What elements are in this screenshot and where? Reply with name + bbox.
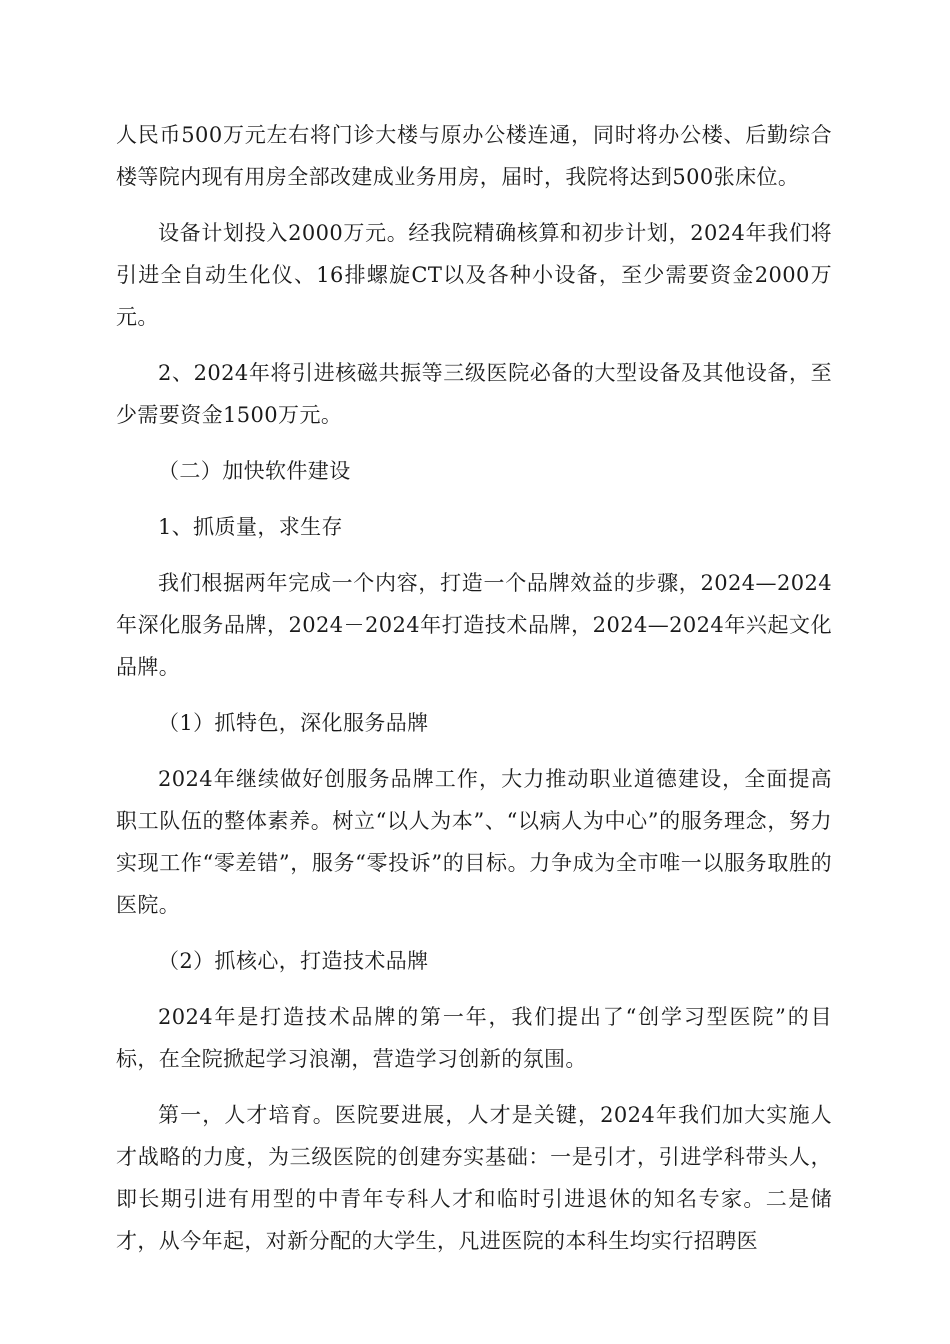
heading-quality-survival: 1、抓质量，求生存 [158,515,343,539]
document-body [116,114,832,1276]
paragraph-mri-plan: 2、2024年将引进核磁共振等三级医院必备的大型设备及其他设备，至少需要资金1500万元。 [116,361,832,427]
heading-technology-brand: （2）抓核心，打造技术品牌 [158,949,429,973]
paragraph-learning-hospital: 2024年是打造技术品牌的第一年，我们提出了“创学习型医院”的目标，在全院掀起学习浪潮，营造学习创新的氛围。 [116,1005,832,1071]
paragraph-bed-expansion: 人民币500万元左右将门诊大楼与原办公楼连通，同时将办公楼、后勤综合楼等院内现有用房全部改建成业务用房，届时，我院将达到500张床位。 [116,123,832,189]
paragraph-talent-cultivation: 第一，人才培育。医院要进展，人才是关键，2024年我们加大实施人才战略的力度，为三级医院的创建夯实基础：一是引才，引进学科带头人，即长期引进有用型的中青年专科人才和临时引进退休的知名专家。二是储才，从今年起，对新分配的大学生，凡进医院的本科生均实行招聘医 [116,1103,832,1253]
paragraph-brand-steps: 我们根据两年完成一个内容，打造一个品牌效益的步骤，2024—2024年深化服务品牌，2024－2024年打造技术品牌，2024—2024年兴起文化品牌。 [116,571,832,679]
heading-software-construction: （二）加快软件建设 [158,459,351,483]
heading-service-brand: （1）抓特色，深化服务品牌 [158,711,429,735]
paragraph-equipment-plan: 设备计划投入2000万元。经我院精确核算和初步计划，2024年我们将引进全自动生化仪、16排螺旋CT以及各种小设备，至少需要资金2000万元。 [116,221,832,329]
paragraph-service-brand: 2024年继续做好创服务品牌工作，大力推动职业道德建设，全面提高职工队伍的整体素养。树立“以人为本”、“以病人为中心”的服务理念，努力实现工作“零差错”，服务“零投诉”的目标。力争成为全市唯一以服务取胜的医院。 [116,767,832,917]
